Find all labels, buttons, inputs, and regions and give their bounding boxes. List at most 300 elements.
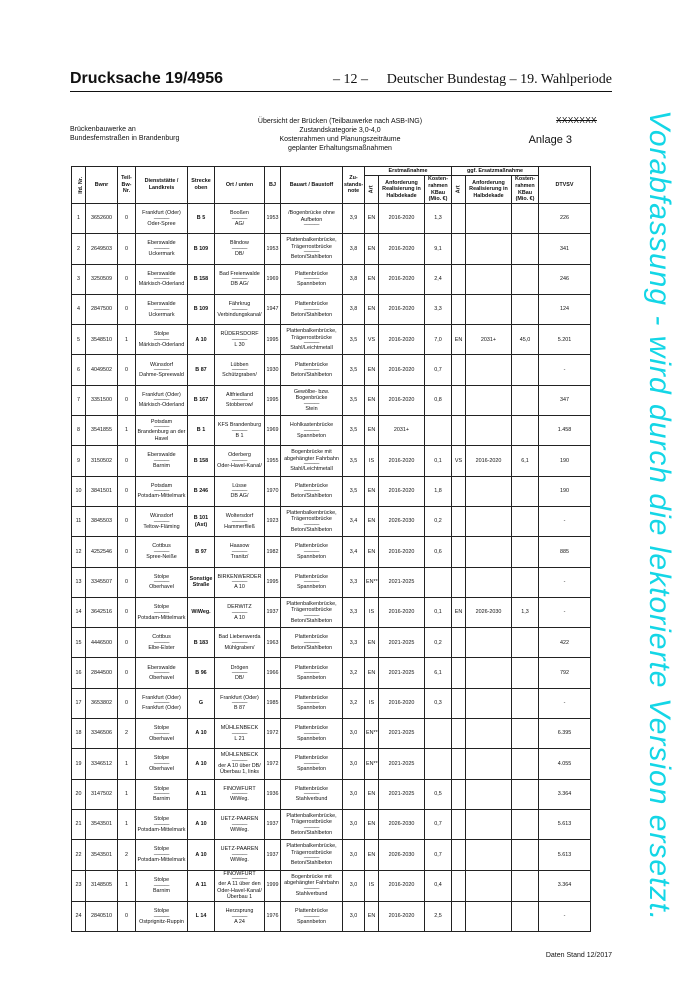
cell-bw: 4252546 xyxy=(86,537,118,567)
cell-anf2 xyxy=(466,537,512,567)
ort-top: FINOWFURT xyxy=(223,785,256,792)
document-number: Drucksache 19/4956 xyxy=(70,70,223,87)
cell-anf2: 2031+ xyxy=(466,325,512,355)
cell-kost2 xyxy=(512,688,539,718)
cell-art: EN xyxy=(365,476,379,506)
ort-top: Woltersdorf xyxy=(225,513,254,520)
cell-zn: 3,5 xyxy=(343,446,365,476)
cell-dienststaette xyxy=(136,325,188,355)
separator: ——— xyxy=(153,913,170,920)
table-row xyxy=(72,355,591,385)
cell-kost: 1,8 xyxy=(425,476,452,506)
cell-bj: 1953 xyxy=(265,234,281,264)
cell-bauart xyxy=(281,688,343,718)
bauart-bottom: Spannbeton xyxy=(296,705,327,712)
cell-anf: 2026-2030 xyxy=(379,506,425,536)
cell-zn: 3,5 xyxy=(343,325,365,355)
separator: ——— xyxy=(231,427,248,434)
cell-nr: 20 xyxy=(72,779,86,809)
cell-anf: 2016-2020 xyxy=(379,446,425,476)
cell-art: EN xyxy=(365,385,379,415)
dienststaette-bottom: Oberhavel xyxy=(149,584,174,591)
bauart-top: Plattenbalkenbrücke, Trägerrostbrücke xyxy=(286,812,337,826)
cell-bw: 3250509 xyxy=(86,264,118,294)
separator: ——— xyxy=(153,730,170,737)
bauart-top: Bogenbrücke mit abgehängter Fahrbahn xyxy=(284,873,339,887)
header-rule xyxy=(70,91,612,92)
cell-dienststaette xyxy=(136,385,188,415)
cell-dienststaette xyxy=(136,506,188,536)
cell-nr: 14 xyxy=(72,597,86,627)
separator: ——— xyxy=(231,609,248,616)
cell-anf: 2021-2025 xyxy=(379,719,425,749)
bauart-bottom: Beton/Stahlbeton xyxy=(290,493,333,500)
separator: ——— xyxy=(231,488,248,495)
cell-kost xyxy=(425,416,452,446)
separator: ——— xyxy=(303,730,320,737)
bauart-top: Plattenbalkenbrücke, Trägerrostbrücke xyxy=(286,509,337,523)
cell-art2 xyxy=(452,809,466,839)
cell-tb: 1 xyxy=(118,416,136,446)
cell-bj: 1972 xyxy=(265,749,281,779)
cell-ort xyxy=(215,901,265,931)
cell-art2 xyxy=(452,294,466,324)
cell-anf2 xyxy=(466,688,512,718)
cell-ort xyxy=(215,355,265,385)
cell-anf2 xyxy=(466,779,512,809)
cell-bauart xyxy=(281,809,343,839)
cell-art: EN xyxy=(365,537,379,567)
cell-dtv: 226 xyxy=(539,204,591,234)
cell-bj: 1953 xyxy=(265,204,281,234)
dienststaette-top: Frankfurt (Oder) xyxy=(142,694,181,701)
separator: ——— xyxy=(153,760,170,767)
cell-bw: 3548510 xyxy=(86,325,118,355)
bauart-bottom: Beton/Stahlbeton xyxy=(290,860,333,867)
cell-zn: 3,5 xyxy=(343,416,365,446)
cell-dienststaette xyxy=(136,264,188,294)
cell-nr: 15 xyxy=(72,628,86,658)
dienststaette-bottom: Oberhavel xyxy=(149,735,174,742)
cell-ort xyxy=(215,446,265,476)
cell-kost2 xyxy=(512,840,539,870)
cell-dienststaette xyxy=(136,294,188,324)
cell-bauart xyxy=(281,597,343,627)
ort-bottom: Verbindungskanal/ xyxy=(217,311,262,318)
separator: ——— xyxy=(231,518,248,525)
cell-dienststaette xyxy=(136,628,188,658)
cell-nr: 24 xyxy=(72,901,86,931)
ort-top: FINOWFURT xyxy=(223,870,256,877)
cell-ort xyxy=(215,779,265,809)
cell-bauart xyxy=(281,658,343,688)
cell-art: IS xyxy=(365,870,379,901)
dienststaette-bottom: Frankfurt (Oder) xyxy=(142,705,181,712)
separator: ——— xyxy=(231,458,248,465)
ort-top: Drögen xyxy=(230,664,249,671)
cell-bj: 1972 xyxy=(265,719,281,749)
cell-anf: 2016-2020 xyxy=(379,901,425,931)
cell-dtv: 341 xyxy=(539,234,591,264)
cell-nr: 8 xyxy=(72,416,86,446)
bauart-top: Plattenbrücke xyxy=(295,634,328,641)
cell-zn: 3,0 xyxy=(343,779,365,809)
cell-kost2 xyxy=(512,658,539,688)
cell-st: B 1 xyxy=(188,416,215,446)
cell-st: G xyxy=(188,688,215,718)
col-ort: Ort / unten xyxy=(215,167,265,204)
cell-tb: 0 xyxy=(118,234,136,264)
cell-dienststaette xyxy=(136,597,188,627)
bauart-bottom: Spannbeton xyxy=(296,553,327,560)
cell-tb: 0 xyxy=(118,355,136,385)
cell-st: A 10 xyxy=(188,840,215,870)
cell-bj: 1947 xyxy=(265,294,281,324)
cell-anf2 xyxy=(466,416,512,446)
cell-anf: 2016-2020 xyxy=(379,294,425,324)
cell-art: EN xyxy=(365,840,379,870)
cell-art2 xyxy=(452,537,466,567)
cell-kost: 3,3 xyxy=(425,294,452,324)
cell-art2 xyxy=(452,234,466,264)
cell-kost: 0,8 xyxy=(425,385,452,415)
cell-bw: 3652600 xyxy=(86,204,118,234)
dienststaette-top: Stolpe xyxy=(153,877,170,884)
cell-art2 xyxy=(452,719,466,749)
col-bj: BJ xyxy=(265,167,281,204)
cell-kost2 xyxy=(512,537,539,567)
cell-bauart xyxy=(281,264,343,294)
separator: ——— xyxy=(231,245,248,252)
cell-ort xyxy=(215,870,265,901)
cell-tb: 2 xyxy=(118,840,136,870)
cell-kost2 xyxy=(512,506,539,536)
cell-bj: 1982 xyxy=(265,537,281,567)
dienststaette-bottom: Barnim xyxy=(152,887,171,894)
separator: ——— xyxy=(153,700,170,707)
cell-bauart xyxy=(281,779,343,809)
cell-bj: 1966 xyxy=(265,658,281,688)
separator: ——— xyxy=(303,760,320,767)
cell-anf2 xyxy=(466,294,512,324)
cell-dtv: 5.613 xyxy=(539,840,591,870)
dienststaette-top: Stolpe xyxy=(153,755,170,762)
cell-dienststaette xyxy=(136,749,188,779)
cell-ort xyxy=(215,749,265,779)
ort-top: DERWITZ xyxy=(227,603,252,610)
cell-ort xyxy=(215,537,265,567)
cell-nr: 4 xyxy=(72,294,86,324)
table-row xyxy=(72,840,591,870)
col-anf: Anforderung Realisierung in Halbdekade xyxy=(379,176,425,204)
cell-zn: 3,5 xyxy=(343,355,365,385)
ort-bottom: Oder-Havel-Kanal/ xyxy=(217,463,262,470)
cell-tb: 0 xyxy=(118,204,136,234)
bauart-bottom: Stahlverbund xyxy=(295,796,328,803)
ort-bottom: WiWeg. xyxy=(230,796,249,803)
cell-dtv: - xyxy=(539,901,591,931)
cell-art2 xyxy=(452,628,466,658)
separator: ——— xyxy=(231,306,248,313)
col-kosten2: Kosten-rahmen KBau (Mio. €) xyxy=(512,176,539,204)
dienststaette-top: Stolpe xyxy=(153,815,170,822)
cell-bj: 1930 xyxy=(265,355,281,385)
cell-anf2 xyxy=(466,840,512,870)
dienststaette-bottom: Potsdam-Mittelmark xyxy=(137,856,186,863)
cell-dienststaette xyxy=(136,537,188,567)
cell-anf2 xyxy=(466,204,512,234)
cell-bauart xyxy=(281,234,343,264)
col-kosten: Kosten-rahmen KBau (Mio. €) xyxy=(425,176,452,204)
cell-anf: 2016-2020 xyxy=(379,870,425,901)
cell-tb: 0 xyxy=(118,476,136,506)
cell-art: EN xyxy=(365,264,379,294)
cell-zn: 3,9 xyxy=(343,204,365,234)
bauart-top: Plattenbrücke xyxy=(295,664,328,671)
col-dtv: DTVSV xyxy=(539,167,591,204)
cell-dienststaette xyxy=(136,416,188,446)
separator: ——— xyxy=(231,876,248,883)
cell-zn: 3,0 xyxy=(343,901,365,931)
dienststaette-bottom: Oberhavel xyxy=(149,765,174,772)
separator: ——— xyxy=(303,612,320,619)
cell-anf: 2016-2020 xyxy=(379,264,425,294)
cell-ort xyxy=(215,809,265,839)
bauart-bottom: Spannbeton xyxy=(296,432,327,439)
cell-bauart xyxy=(281,476,343,506)
cell-kost2 xyxy=(512,264,539,294)
cell-tb: 0 xyxy=(118,537,136,567)
separator: ——— xyxy=(303,791,320,798)
cell-kost: 0,7 xyxy=(425,355,452,385)
cell-kost2 xyxy=(512,355,539,385)
cell-kost xyxy=(425,567,452,597)
cell-kost: 7,0 xyxy=(425,325,452,355)
dienststaette-top: Wünsdorf xyxy=(149,361,174,368)
separator: ——— xyxy=(231,730,248,737)
cell-dtv: 1.458 xyxy=(539,416,591,446)
cell-bj: 1969 xyxy=(265,416,281,446)
cell-anf2 xyxy=(466,506,512,536)
cell-st: A 10 xyxy=(188,719,215,749)
ort-bottom: Mühlgraben/ xyxy=(224,644,255,651)
cell-bw: 2847500 xyxy=(86,294,118,324)
cell-anf: 2016-2020 xyxy=(379,204,425,234)
cell-st: B 87 xyxy=(188,355,215,385)
cell-art2 xyxy=(452,749,466,779)
cell-zn: 3,3 xyxy=(343,597,365,627)
cell-bj: 1937 xyxy=(265,840,281,870)
cell-tb: 0 xyxy=(118,901,136,931)
cell-bw: 3150502 xyxy=(86,446,118,476)
ort-bottom: der A 10 über DB/Überbau 1, links xyxy=(218,762,261,776)
ort-top: Haasow xyxy=(229,543,250,550)
cell-art: EN xyxy=(365,294,379,324)
table-row xyxy=(72,870,591,901)
cell-tb: 1 xyxy=(118,325,136,355)
bauart-top: Plattenbrücke xyxy=(295,573,328,580)
cell-art2 xyxy=(452,688,466,718)
cell-bw: 3541855 xyxy=(86,416,118,446)
col-art: Art xyxy=(365,176,379,204)
cell-bw: 3543501 xyxy=(86,809,118,839)
separator: ——— xyxy=(153,367,170,374)
dienststaette-bottom: Märkisch-Oderland xyxy=(138,341,185,348)
separator: ——— xyxy=(303,824,320,831)
cell-bauart xyxy=(281,416,343,446)
dienststaette-top: Wünsdorf xyxy=(149,513,174,520)
draft-watermark: Vorabfassung - wird durch die lektorierte Version ersetzt. xyxy=(643,110,676,922)
cell-bauart xyxy=(281,719,343,749)
separator: ——— xyxy=(303,488,320,495)
table-title: Übersicht der Brücken (Teilbauwerke nach ASB-ING) Zustandskategorie 3,0-4,0 Kostenrahmen und Planungszeiträume geplanter Erhaltungsmaßnahmen xyxy=(257,118,423,152)
cell-anf2 xyxy=(466,628,512,658)
bauart-top: Plattenbrücke xyxy=(295,543,328,550)
cell-kost: 0,5 xyxy=(425,779,452,809)
cell-dtv: 190 xyxy=(539,446,591,476)
cell-tb: 2 xyxy=(118,719,136,749)
cell-kost2 xyxy=(512,476,539,506)
separator: ——— xyxy=(303,400,320,407)
cell-bj: 1995 xyxy=(265,567,281,597)
dienststaette-bottom: Barnim xyxy=(152,796,171,803)
cell-bauart xyxy=(281,385,343,415)
separator: ——— xyxy=(153,306,170,313)
cell-tb: 0 xyxy=(118,688,136,718)
cell-tb: 1 xyxy=(118,779,136,809)
bauart-top: Plattenbrücke xyxy=(295,907,328,914)
cell-kost: 0,6 xyxy=(425,537,452,567)
dienststaette-top: Eberswalde xyxy=(147,270,176,277)
ort-bottom: DB/ xyxy=(235,250,244,257)
cell-st: B 167 xyxy=(188,385,215,415)
separator: ——— xyxy=(153,548,170,555)
bauart-bottom: Beton/Stahlbeton xyxy=(290,644,333,651)
cell-anf2 xyxy=(466,719,512,749)
dienststaette-bottom: Potsdam-Mittelmark xyxy=(137,493,186,500)
cell-zn: 3,3 xyxy=(343,567,365,597)
table-row xyxy=(72,446,591,476)
cell-st: A 10 xyxy=(188,749,215,779)
cell-dtv: 885 xyxy=(539,537,591,567)
cell-anf2 xyxy=(466,809,512,839)
bauart-bottom: Spannbeton xyxy=(296,675,327,682)
page-number: – 12 – xyxy=(333,72,368,87)
cell-bj: 1963 xyxy=(265,628,281,658)
cell-kost2 xyxy=(512,234,539,264)
ort-bottom: WiWeg. xyxy=(230,826,249,833)
cell-ort xyxy=(215,506,265,536)
ort-top: Oderberg xyxy=(228,452,251,459)
cell-art2: EN xyxy=(452,597,466,627)
dienststaette-bottom: Elbe-Elster xyxy=(148,644,175,651)
cell-st: A 11 xyxy=(188,779,215,809)
cell-art: EN xyxy=(365,506,379,536)
table-row xyxy=(72,779,591,809)
ort-bottom: L 21 xyxy=(234,735,245,742)
cell-dtv: - xyxy=(539,597,591,627)
cell-zn: 3,5 xyxy=(343,385,365,415)
cell-zn: 3,8 xyxy=(343,264,365,294)
cell-tb: 0 xyxy=(118,628,136,658)
cell-nr: 17 xyxy=(72,688,86,718)
cell-nr: 22 xyxy=(72,840,86,870)
bauart-top: Plattenbrücke xyxy=(295,361,328,368)
cell-kost: 0,1 xyxy=(425,446,452,476)
cell-bw: 2840510 xyxy=(86,901,118,931)
cell-kost2 xyxy=(512,749,539,779)
dienststaette-top: Stolpe xyxy=(153,573,170,580)
cell-st: L 14 xyxy=(188,901,215,931)
cell-anf2 xyxy=(466,567,512,597)
cell-kost2 xyxy=(512,870,539,901)
separator: ——— xyxy=(153,336,170,343)
cell-art: EN** xyxy=(365,567,379,597)
ort-bottom: A 10 xyxy=(234,584,245,591)
table-row xyxy=(72,264,591,294)
ort-bottom: der A 11 über den Oder-Havel-Kanal/Überbau 1 xyxy=(217,881,262,901)
cell-st: B 109 xyxy=(188,294,215,324)
cell-kost: 2,4 xyxy=(425,264,452,294)
dienststaette-bottom: Brandenburg an der Havel xyxy=(137,429,186,443)
cell-kost: 6,1 xyxy=(425,658,452,688)
cell-dienststaette xyxy=(136,476,188,506)
cell-anf: 2016-2020 xyxy=(379,476,425,506)
cell-dtv: 5.201 xyxy=(539,325,591,355)
cell-st: B 101 (Ast) xyxy=(188,506,215,536)
ort-top: Bad Liebenwerda xyxy=(218,634,261,641)
cell-st: A 11 xyxy=(188,870,215,901)
cell-art: EN xyxy=(365,628,379,658)
cell-dtv: - xyxy=(539,506,591,536)
ort-top: Herzsprung xyxy=(225,907,254,914)
table-row xyxy=(72,658,591,688)
cell-zn: 3,3 xyxy=(343,628,365,658)
cell-art: EN xyxy=(365,901,379,931)
dienststaette-bottom: Märkisch-Oderland xyxy=(138,281,185,288)
cell-bj: 1969 xyxy=(265,264,281,294)
cell-art: EN xyxy=(365,809,379,839)
bauart-top: Plattenbalkenbrücke, Trägerrostbrücke xyxy=(286,600,337,614)
cell-anf: 2021-2025 xyxy=(379,779,425,809)
cell-dtv: 190 xyxy=(539,476,591,506)
cell-ort xyxy=(215,628,265,658)
separator: ——— xyxy=(231,913,248,920)
separator: ——— xyxy=(153,791,170,798)
cell-art2 xyxy=(452,870,466,901)
separator: ——— xyxy=(303,886,320,893)
cell-art: VS xyxy=(365,325,379,355)
cell-bw: 3148505 xyxy=(86,870,118,901)
bauart-top: /Bogenbrücke ohne Aufbeton xyxy=(288,210,335,223)
dienststaette-bottom: Barnim xyxy=(152,463,171,470)
cell-dtv: - xyxy=(539,355,591,385)
dienststaette-bottom: Oder-Spree xyxy=(147,220,176,227)
separator: ——— xyxy=(153,670,170,677)
table-row xyxy=(72,204,591,234)
table-row xyxy=(72,416,591,446)
separator: ——— xyxy=(231,670,248,677)
cell-st: A 10 xyxy=(188,809,215,839)
bauart-bottom: Beton/Stahlbeton xyxy=(290,254,333,261)
cell-kost: 0,7 xyxy=(425,840,452,870)
cell-kost: 0,2 xyxy=(425,628,452,658)
cell-art: IS xyxy=(365,597,379,627)
cell-bj: 1955 xyxy=(265,446,281,476)
data-date: Daten Stand 12/2017 xyxy=(545,952,612,959)
cell-kost: 1,3 xyxy=(425,204,452,234)
separator: ——— xyxy=(303,306,320,313)
